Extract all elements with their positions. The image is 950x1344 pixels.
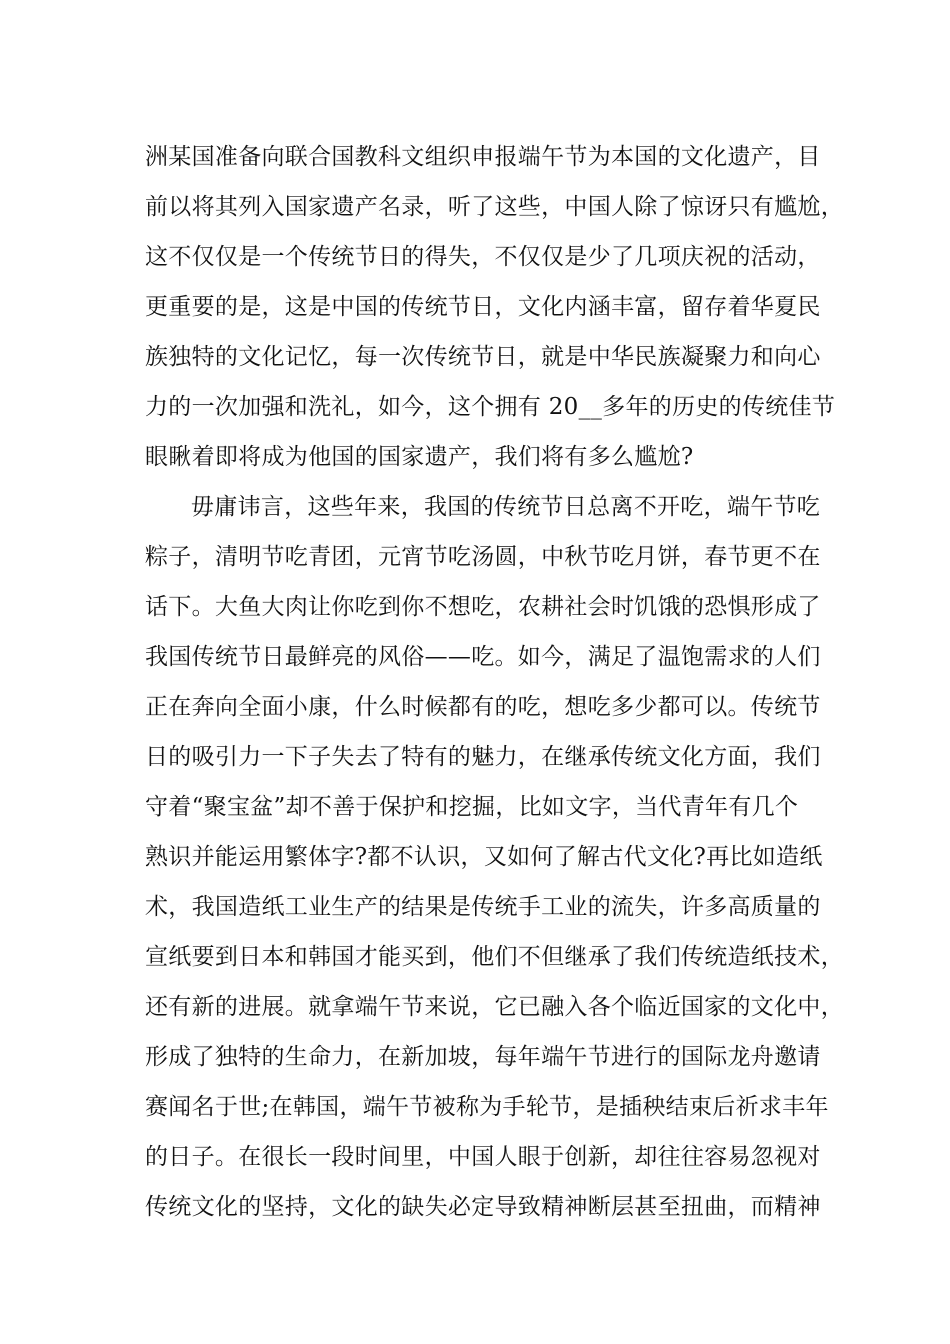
text-line: 传统文化的坚持，文化的缺失必定导致精神断层甚至扭曲，而精神 xyxy=(145,1194,821,1220)
text-line: 更重要的是，这是中国的传统节日，文化内涵丰富，留存着华夏民 xyxy=(145,294,821,320)
text-line: 这不仅仅是一个传统节日的得失，不仅仅是少了几项庆祝的活动， xyxy=(145,244,821,270)
text-line: 正在奔向全面小康，什么时候都有的吃，想吃多少都可以。传统节 xyxy=(145,694,821,720)
text-line: 前以将其列入国家遗产名录，听了这些，中国人除了惊讶只有尴尬， xyxy=(145,194,844,220)
text-line: 还有新的进展。就拿端午节来说，它已融入各个临近国家的文化中， xyxy=(145,994,844,1020)
text-line: 毋庸讳言，这些年来，我国的传统节日总离不开吃，端午节吃 xyxy=(191,494,821,520)
paragraph-1 xyxy=(145,132,844,482)
text-line: 赛闻名于世;在韩国，端午节被称为手轮节，是插秧结束后祈求丰年 xyxy=(145,1094,829,1120)
text-line: 话下。大鱼大肉让你吃到你不想吃，农耕社会时饥饿的恐惧形成了 xyxy=(145,594,821,620)
text-line: 我国传统节日最鲜亮的风俗——吃。如今，满足了温饱需求的人们 xyxy=(145,644,821,670)
text-line: 粽子，清明节吃青团，元宵节吃汤圆，中秋节吃月饼，春节更不在 xyxy=(145,544,821,570)
text-line: 眼瞅着即将成为他国的国家遗产，我们将有多么尴尬? xyxy=(145,444,694,470)
text-line: 形成了独特的生命力，在新加坡，每年端午节进行的国际龙舟邀请 xyxy=(145,1044,821,1070)
text-line: 术，我国造纸工业生产的结果是传统手工业的流失，许多高质量的 xyxy=(145,894,821,920)
document-body xyxy=(145,132,844,1232)
text-line: 族独特的文化记忆，每一次传统节日，就是中华民族凝聚力和向心 xyxy=(145,344,821,370)
text-line: 宣纸要到日本和韩国才能买到，他们不但继承了我们传统造纸技术， xyxy=(145,944,844,970)
text-line: 守着“聚宝盆”却不善于保护和挖掘，比如文字，当代青年有几个 xyxy=(145,794,799,820)
text-line: 熟识并能运用繁体字?都不认识，又如何了解古代文化?再比如造纸 xyxy=(145,844,823,870)
text-line: 日的吸引力一下子失去了特有的魅力，在继承传统文化方面，我们 xyxy=(145,744,821,770)
text-line: 力的一次加强和洗礼，如今，这个拥有 20__多年的历史的传统佳节 xyxy=(145,394,836,420)
paragraph-2 xyxy=(145,482,844,1232)
text-line: 的日子。在很长一段时间里，中国人眼于创新，却往往容易忽视对 xyxy=(145,1144,821,1170)
text-line: 洲某国准备向联合国教科文组织申报端午节为本国的文化遗产，目 xyxy=(145,144,821,170)
